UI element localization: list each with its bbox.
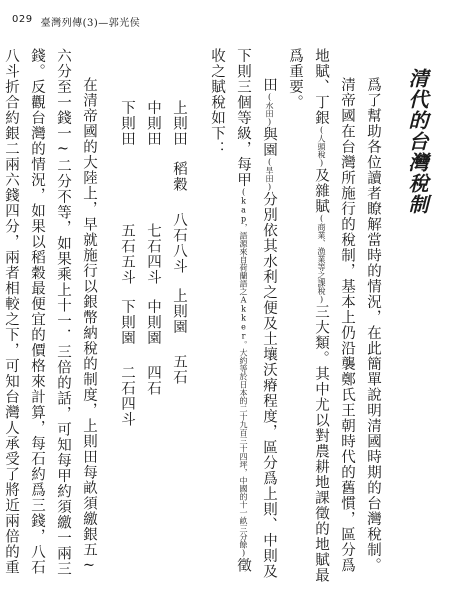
- table-cell: 下則園: [119, 298, 135, 345]
- text-run: 及雜賦: [313, 167, 329, 214]
- page-number: 029: [12, 14, 33, 25]
- section-title: 清代的台灣稅制: [405, 68, 429, 215]
- table-cell: 四石: [145, 365, 161, 396]
- text-run: 與園: [261, 126, 277, 158]
- inline-note: (kap，語源來自荷蘭語之Akker。大約等於日本的二十九百三十四坪，中國的十一畝三分餘): [239, 187, 248, 558]
- inline-note: (商業、漁業等之課稅): [317, 214, 326, 304]
- page-header: [12, 14, 438, 29]
- inline-note: (人頭稅): [317, 125, 326, 168]
- table-cell: 中則園: [145, 298, 161, 345]
- paragraph-comparison: [0, 48, 102, 588]
- table-row: [166, 64, 192, 588]
- table-row: [114, 64, 140, 588]
- table-cell: 稻穀: [171, 160, 187, 192]
- paragraph-tax-categories: [282, 48, 360, 588]
- table-cell: 上則田: [171, 100, 187, 147]
- text-run: 田: [261, 77, 277, 93]
- text-run: 在清帝國的大陸上，早就施行以銀幣納稅的制度，上則田每畝須繳銀五~六分至一錢一~二分不等，如果乘上十一．三倍的話，可知每甲約須繳一兩三錢。反觀台灣的情況，如果以稻穀最便宜的價格來計算，每石約爲三錢，八石八斗折合約銀二兩六錢四分，兩者相較之下，可知台灣人承受了將近兩倍的重: [3, 48, 97, 577]
- text-run: 爲了幫助各位讀者瞭解當時的情況，在此簡單說明清國時期的台灣稅制。: [365, 77, 381, 573]
- table-cell: 七石四斗: [145, 222, 161, 285]
- tax-rate-table: [114, 64, 192, 588]
- table-cell: 八石八斗: [171, 211, 187, 274]
- vertical-text-body: [3, 48, 430, 588]
- paragraph-intro: [360, 48, 386, 588]
- text-run: 三大類。其中尤以對農耕地課徵的地賦最爲重要。: [287, 48, 329, 583]
- paragraph-land-grades: [204, 48, 282, 588]
- text-run: 分別依其水利之便及土壤沃瘠程度，區分爲上則、中則及下則三個等級，每甲: [235, 48, 277, 579]
- table-cell: 五石: [171, 354, 187, 385]
- running-title: 臺灣列傳(3)—郭光侯: [40, 18, 141, 29]
- table-cell: 下則田: [119, 100, 135, 147]
- table-cell: 五石五斗: [119, 222, 135, 285]
- table-cell: 二石四斗: [119, 365, 135, 427]
- text-run: 清帝國在台灣所施行的稅制，基本上仍沿襲鄭氏王朝時代的舊慣，區分爲地賦、丁銀: [313, 48, 355, 573]
- table-cell: 中則田: [145, 100, 161, 147]
- text-run: 徵收之賦稅如下：: [209, 48, 251, 573]
- table-cell: 上則園: [171, 287, 187, 334]
- inline-note: (水田): [265, 92, 274, 127]
- table-row: [140, 64, 166, 588]
- inline-note: (旱田): [265, 157, 274, 192]
